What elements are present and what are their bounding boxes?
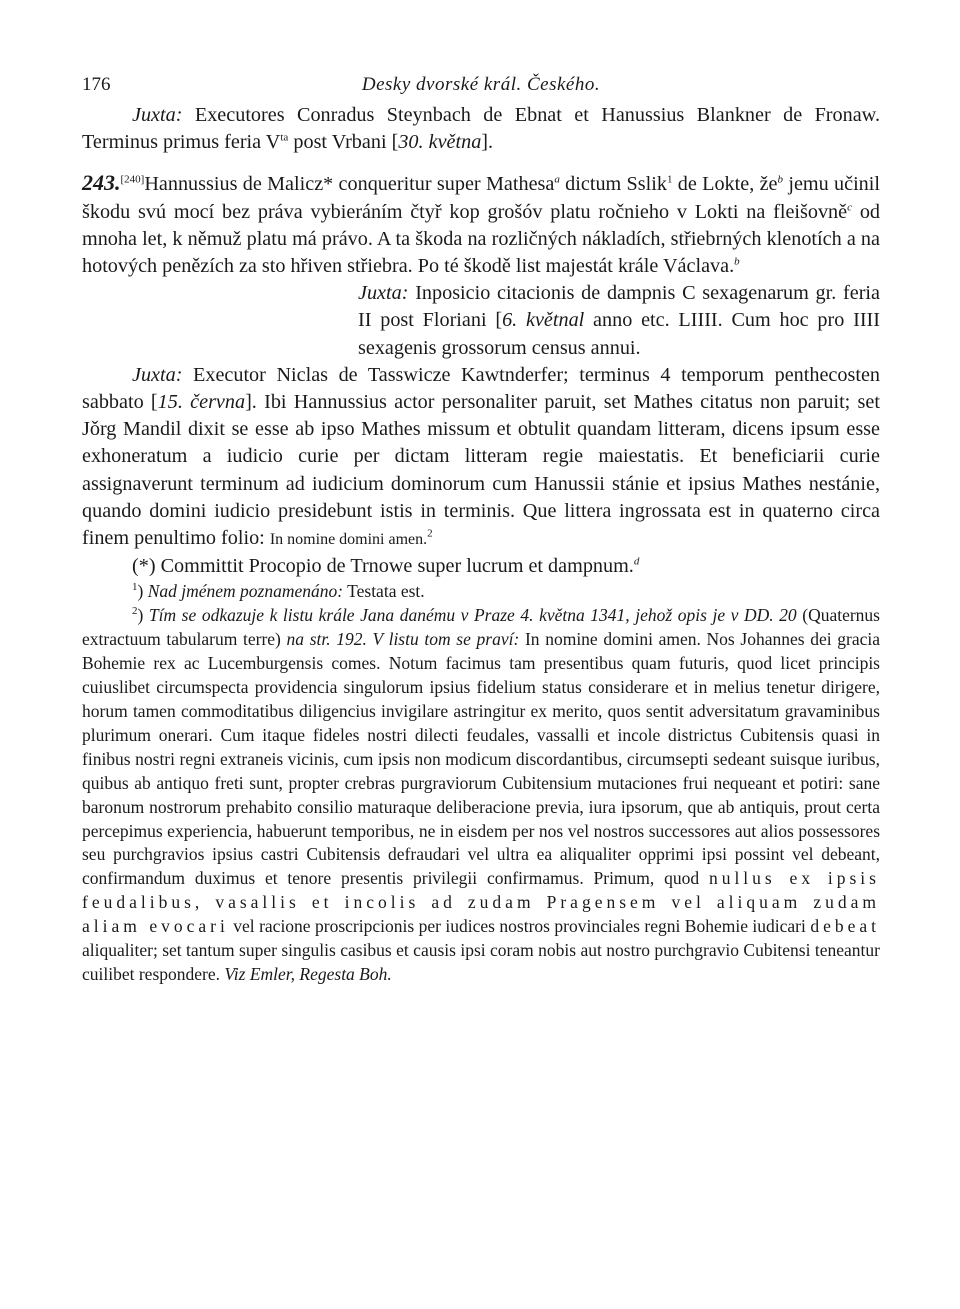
entry-reference: [240]: [120, 173, 145, 186]
juxta-citation: Juxta: Inposicio citacionis de dampnis C sexagenarum gr. feria II post Floriani [6. květnal anno etc. LIIII. Cum hoc pro IIII sexagenis grossorum census annui.: [358, 282, 880, 359]
running-title: Desky dvorské král. Českého.: [361, 74, 601, 95]
star-note: (*) Committit Procopio de Trnowe super lucrum et dampnum.$^d$: [132, 555, 640, 578]
page-number: 176: [82, 74, 111, 95]
main-text: [82, 102, 880, 580]
juxta-executor: Juxta: Executor Niclas de Tasswicze Kawtnderfer; terminus 4 temporum penthecosten sabbato [15. června]. Ibi Hannussius actor personaliter paruit, set Mathes citatus non paruit; set Jǒrg Mandil dixit se esse ab ipso Mathes missum et obtulit quandam litteram, dicens ipsum esse exhoneratum a iudicio curie per dictam litteram regie maiestatis. Et beneficiarii curie assignaverunt terminum ad iudicium dominorum cum Hanussii stánie et ipsius Mathes nestánie, quando domini iudicio presidebunt istis in terminis. Que littera ingrossata est in quaterno circa finem penultimo folio: In nomine domini amen.$^2$: [82, 363, 880, 550]
document-page: [82, 70, 880, 987]
page-header: [82, 70, 880, 102]
footnote-2: $^2$) Tím se odkazuje k listu krále Jana danému v Praze 4. května 1341, jehož opis je v DD. 20 (Quaternus extractuum tabularum terre) na str. 192. V listu tom se praví: In nomine domini amen. Nos Johannes dei gracia Bohemie rex ac Lucemburgensis comes. Notum facimus tam presentibus quam futuris, quod licet principis cuiuslibet circumspecta providencia singulorum ipsius fidelium status considerare et in melius tenetur dirigere, horum tamen commoditatibus diligencius invigilare astringitur ex merito, quos sentit adversitatum gravaminibus plurimum onerari. Cum itaque fideles nostri dilecti feudales, vassalli et incole districtus Cubitensis quasi in finibus nostri regni extraneis vicinis, cum ipsis non modicum discordantibus, circumsepti sedeant suisque iuribus, quibus ab antiquo freti sunt, propter crebras purgraviorum Cubitensium mutaciones frui nequeant et potiri: sane baronum nostrorum prehabito consilio maturaque deliberacione previa, iura ipsorum, que ab antiquis, prout certa percepimus experiencia, habuerunt temporibus, ne in eisdem per nos vel nostros successores aut alios possessores seu purchgravios ipsius castri Cubitensis defraudari vel ultra ea aliqualiter opprimi ipsi possint vel debeant, confirmandum duximus et tenore presentis privilegii confirmamus. Primum, quod nullus ex ipsis feudalibus, vasallis et incolis ad zudam Pragensem vel aliquam zudam aliam evocari vel racione proscripcionis per iudices nostros provinciales regni Bohemie iudicari debeat aliqualiter; set tantum super singulis casibus et causis ipsi coram nobis aut nostro purchgravio Cubitensi teneantur cuilibet respondere. Viz Emler, Regesta Boh.: [82, 605, 880, 984]
footnotes: [82, 580, 880, 986]
footnote-1: $^1$) Nad jménem poznamenáno: Testata est.: [132, 581, 425, 602]
entry-243: 243.[240]Hannussius de Malicz* conqueritur super Mathesa$^a$ dictum Sslik$^1$ de Lokte, $že^b$ jemu učinil škodu svú mocí bez práva vybieráním čtyř kop grošóv platu ročnieho v Lokti na fleišovně$^c$ od mnoha let, k němuž platu má právo. A ta škoda na rozličných nákladích, střiebrných klenotích a na hotových penězích za sto hřiven střiebra. Po té škodě list majestát krále Václava.$^b$: [82, 170, 881, 278]
entry-number: 243.: [82, 170, 121, 196]
previous-entry-juxta: Juxta: Executores Conradus Steynbach de Ebnat et Hanussius Blankner de Fronaw. Terminus primus feria $V^{ta}$ post Vrbani [30. května].: [82, 104, 880, 154]
